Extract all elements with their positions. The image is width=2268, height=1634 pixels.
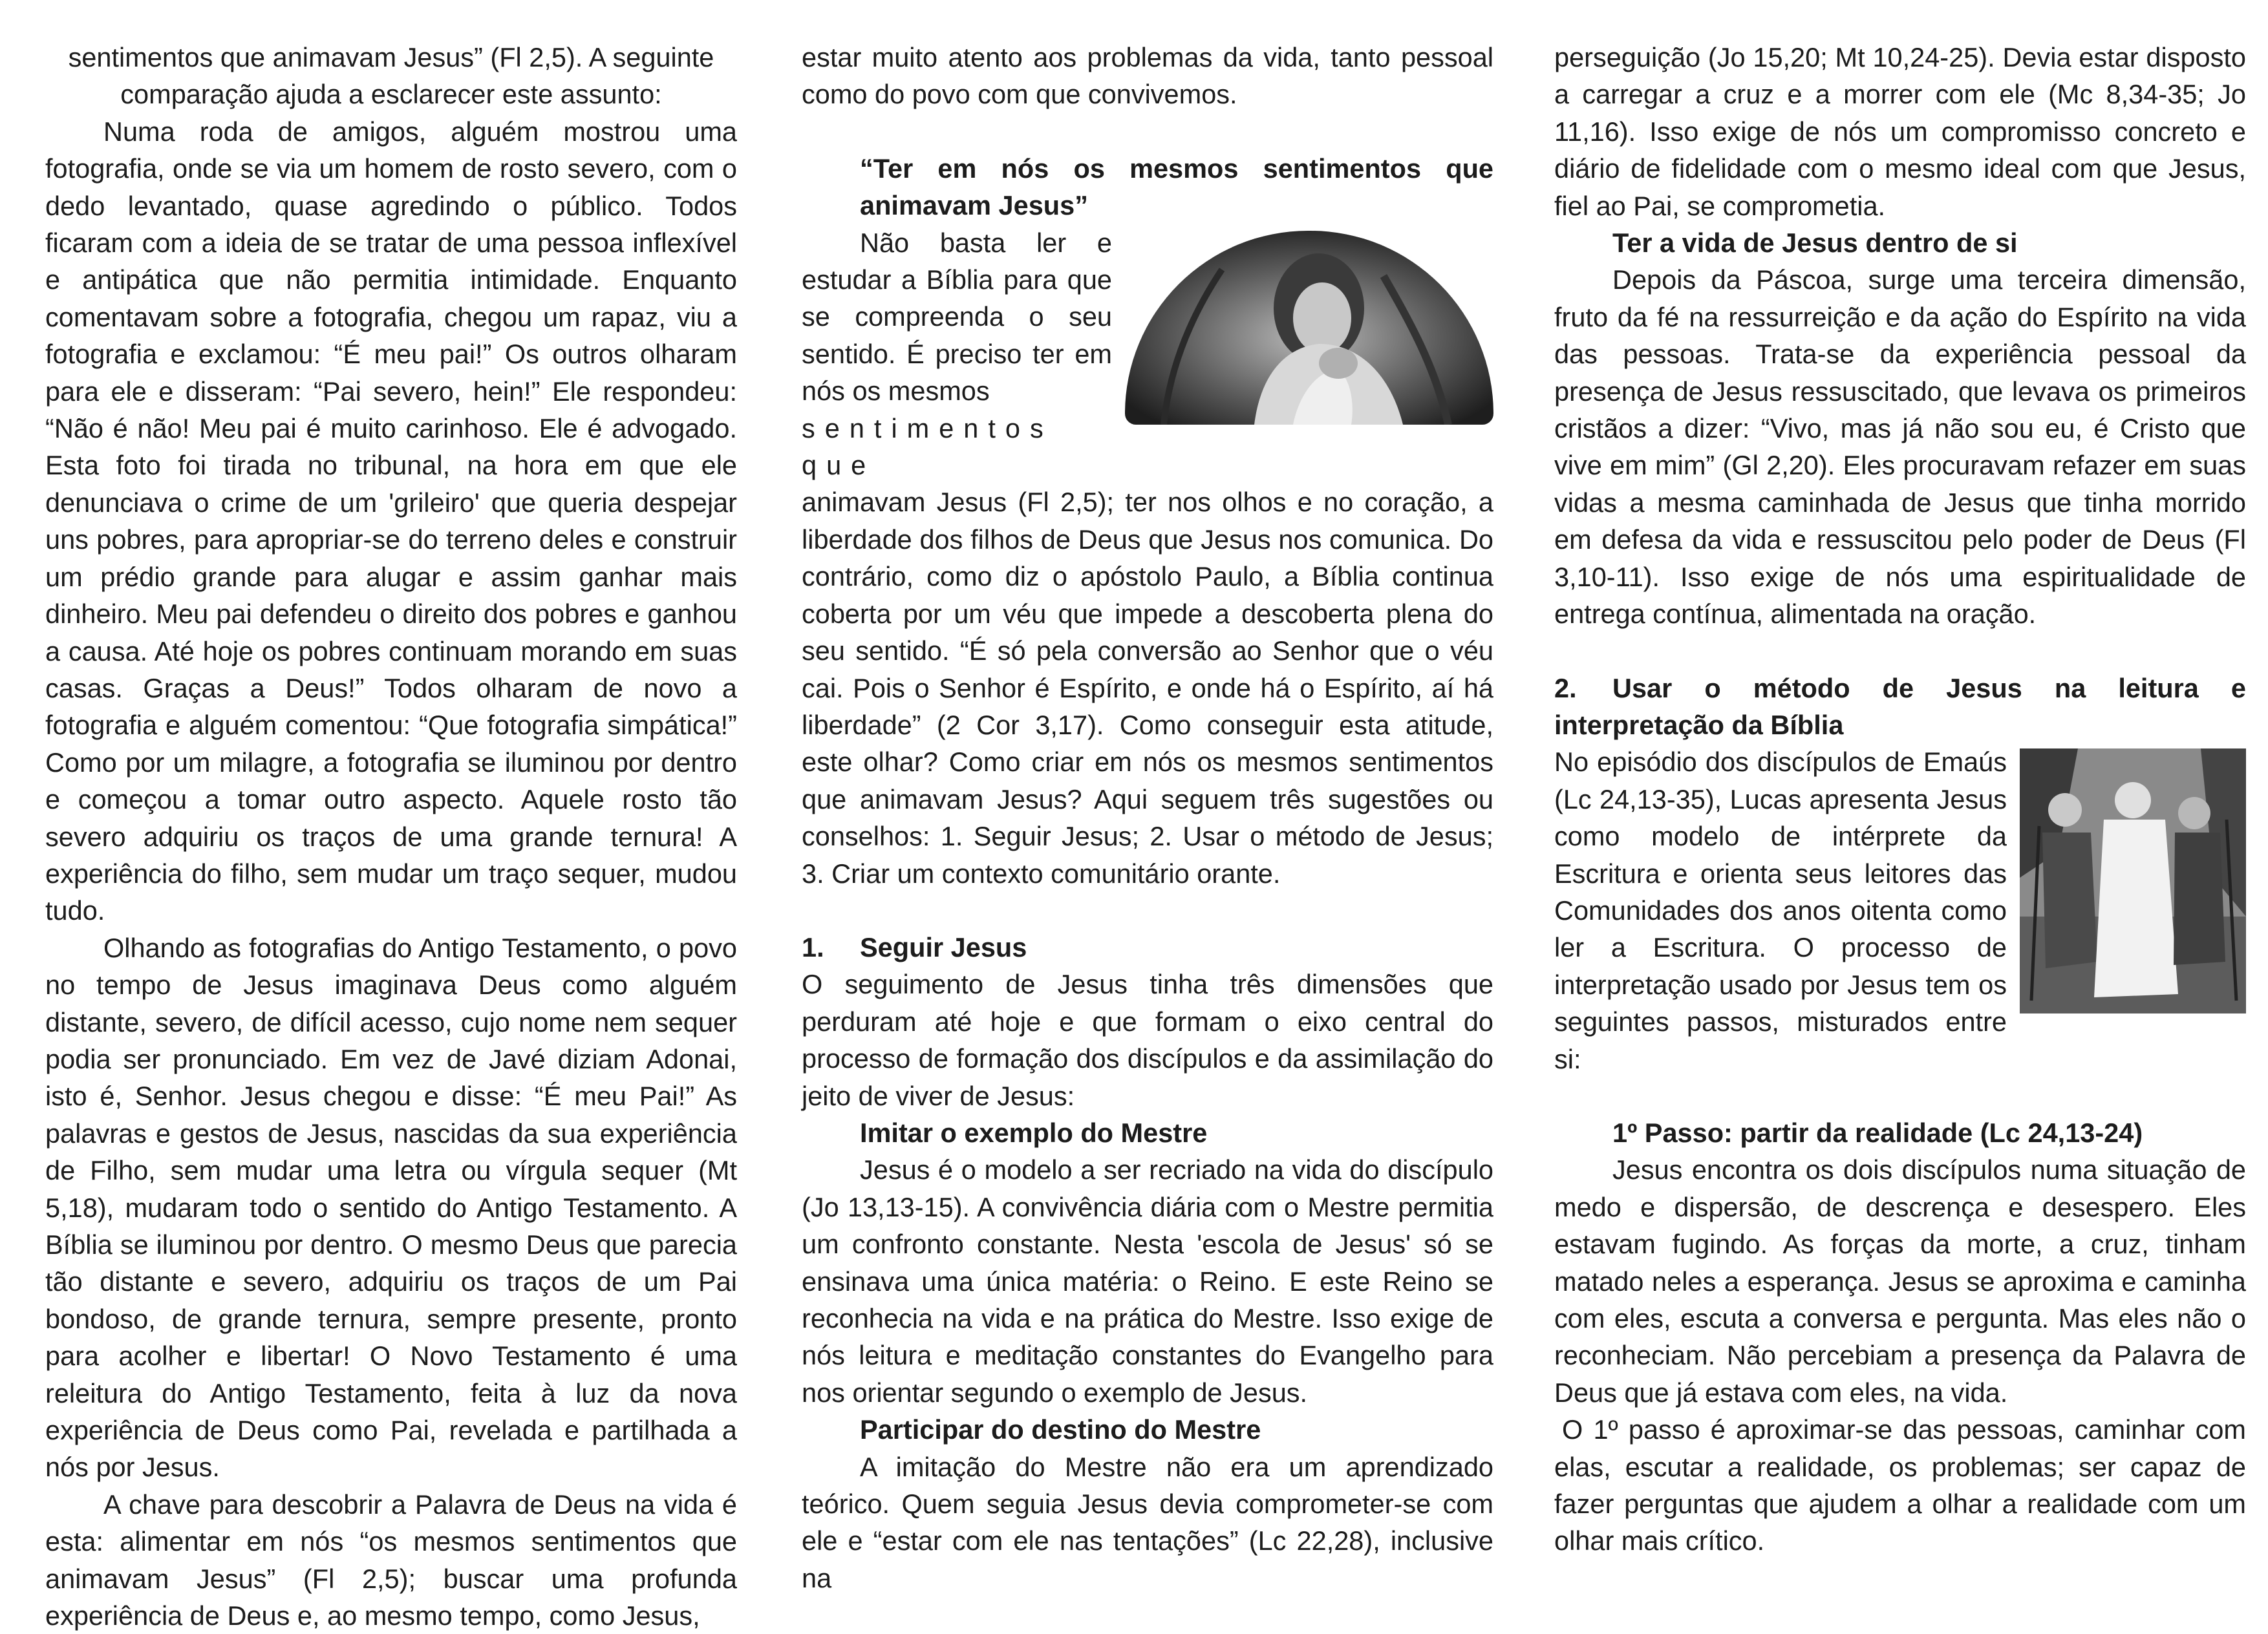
subsection-heading: Imitar o exemplo do Mestre: [860, 1117, 1208, 1148]
column-2: [802, 39, 1493, 1597]
paragraph: A chave para descobrir a Palavra de Deus na vida é esta: alimentar em nós “os mesmos sentimentos que animavam Jesus” (Fl 2,5); buscar uma profunda experiência de Deus e, ao mesmo tempo, como Jesus,: [45, 1489, 737, 1631]
paragraph: Jesus é o modelo a ser recriado na vida do discípulo (Jo 13,13-15). A convivência diária com o Mestre permitia um confronto constante. Nesta 'escola de Jesus' só se ensinava uma única matéria: o Reino. E este Reino se reconhecia na vida e na prática do Mestre. Isso exige de nós leitura e meditação constantes do Evangelho para nos orientar segundo o exemplo de Jesus.: [802, 1154, 1493, 1408]
paragraph: No episódio dos discípulos de Emaús (Lc 24,13-35), Lucas apresenta Jesus como modelo de intérprete da Escritura e orienta seus leitores das Comunidades dos anos oitenta como ler a Escritura. O processo de interpretação usado por Jesus tem os seguintes passos, misturados entre si:: [1554, 747, 2007, 1074]
paragraph: Depois da Páscoa, surge uma terceira dimensão, fruto da fé na ressurreição e da ação do Espírito na vida das pessoas. Trata-se da experiência pessoal da presença de Jesus ressuscitado, que levava os primeiros cristãos a dizer: “Vivo, mas já não sou eu, é Cristo que vive em mim” (Gl 2,20). Eles procuravam refazer em suas vidas a mesma caminhada de Jesus que tinha morrido em defesa da vida e ressuscitou pelo poder de Deus (Fl 3,10-11). Isso exige de nós uma espiritualidade de entrega contínua, alimentada na oração.: [1554, 264, 2246, 630]
paragraph: O 1º passo é aproximar-se das pessoas, caminhar com elas, escutar a realidade, os problemas; ser capaz de fazer perguntas que ajudem a olhar a realidade com um olhar mais crítico.: [1554, 1414, 2246, 1556]
paragraph: O seguimento de Jesus tinha três dimensões que perduram até hoje e que formam o eixo central do processo de formação dos discípulos e da assimilação do jeito de viver de Jesus:: [802, 969, 1493, 1111]
paragraph: sentimentos que: [802, 412, 1053, 481]
paragraph: estar muito atento aos problemas da vida, tanto pessoal como do povo com que convivemos.: [802, 42, 1493, 110]
paragraph: animavam Jesus (Fl 2,5); ter nos olhos e no coração, a liberdade dos filhos de Deus que Jesus nos comunica. Do contrário, como diz o apóstolo Paulo, a Bíblia continua coberta por um véu que impede a descoberta plena do seu sentido. “É só pela conversão ao Senhor que o véu cai. Pois o Senhor é Espírito, e onde há o Espírito, aí há liberdade” (2 Cor 3,17). Como conseguir esta atitude, este olhar? Como criar em nós os mesmos sentimentos que animavam Jesus? Aqui seguem três sugestões ou conselhos: 1. Seguir Jesus; 2. Usar o método de Jesus; 3. Criar um contexto comunitário orante.: [802, 487, 1493, 889]
section-heading: 1. Seguir Jesus: [802, 931, 1027, 962]
paragraph: comparação ajuda a esclarecer este assunto:: [120, 79, 662, 110]
road-to-emmaus-image: [2020, 748, 2246, 1013]
paragraph: Olhando as fotografias do Antigo Testamento, o povo no tempo de Jesus imaginava Deus como alguém distante, severo, de difícil acesso, cujo nome nem sequer podia ser pronunciado. Em vez de Javé diziam Adonai, isto é, Senhor. Jesus chegou e disse: “É meu Pai!” As palavras e gestos de Jesus, nascidas da sua experiência de Filho, sem mudar uma letra ou vírgula sequer (Mt 5,18), mudaram todo o sentido do Antigo Testamento. A Bíblia se iluminou por dentro. O mesmo Deus que parecia tão distante e severo, adquiriu os traços de um Pai bondoso, de grande ternura, sempre presente, pronto para acolher e libertar! O Novo Testamento é uma releitura do Antigo Testamento, feita à luz da nova experiência de Deus como Pai, revelada e partilhada a nós por Jesus.: [45, 932, 737, 1483]
paragraph: Não basta ler e estudar a Bíblia para que se compreenda o seu sentido. É preciso ter em nós os mesmos: [802, 227, 1112, 407]
paragraph: sentimentos que animavam Jesus” (Fl 2,5). A seguinte: [68, 42, 714, 72]
column-1: [45, 39, 737, 1634]
paragraph: Numa roda de amigos, alguém mostrou uma fotografia, onde se via um homem de rosto severo, com o dedo levantado, quase agredindo o público. Todos ficaram com a ideia de se tratar de uma pessoa inflexível e antipática que não permitia intimidade. Enquanto comentavam sobre a fotografia, chegou um rapaz, viu a fotografia e exclamou: “É meu pai!” Os outros olharam para ele e disseram: “Pai severo, hein!” Ele respondeu: “Não é não! Meu pai é muito carinhoso. Ele é advogado. Esta foto foi tirada no tribunal, na hora em que ele denunciava o crime de um 'grileiro' que queria despejar uns pobres, para apropriar-se do terreno deles e construir um prédio grande para alugar e assim ganhar mais dinheiro. Meu pai defendeu o direito dos pobres e ganhou a causa. Até hoje os pobres continuam morando em suas casas. Graças a Deus!” Todos olharam de novo a fotografia e alguém comentou: “Que fotografia simpática!” Como por um milagre, a fotografia se iluminou por dentro e começou a tomar outro aspecto. Aquele rosto tão severo adquiriu os traços de uma grande ternura! A experiência do filho, sem mudar um traço sequer, mudou tudo.: [45, 116, 737, 926]
column-3: [1554, 39, 2246, 1560]
subsection-heading: Ter a vida de Jesus dentro de si: [1612, 228, 2018, 259]
paragraph: Jesus encontra os dois discípulos numa situação de medo e dispersão, de descrença e desespero. Eles estavam fugindo. As forças da morte, a cruz, tinham matado neles a esperança. Jesus se aproxima e caminha com eles, escuta a conversa e pergunta. Mas eles não o reconheciam. Não percebiam a presença da Palavra de Deus que já estava com eles, na vida.: [1554, 1154, 2246, 1408]
section-heading: 2. Usar o método de Jesus na leitura e interpretação da Bíblia: [1554, 672, 2246, 740]
subsection-heading: Participar do destino do Mestre: [860, 1414, 1261, 1445]
section-heading: “Ter em nós os mesmos sentimentos que animavam Jesus”: [860, 153, 1493, 221]
subsection-heading: 1º Passo: partir da realidade (Lc 24,13-24): [1612, 1117, 2143, 1148]
paragraph: perseguição (Jo 15,20; Mt 10,24-25). Devia estar disposto a carregar a cruz e a morrer com ele (Mc 8,34-35; Jo 11,16). Isso exige de nós um compromisso concreto e diário de fidelidade com o mesmo ideal com que Jesus, fiel ao Pai, se comprometia.: [1554, 42, 2246, 221]
paragraph: A imitação do Mestre não era um aprendizado teórico. Quem seguia Jesus devia comprometer-se com ele e “estar com ele nas tentações” (Lc 22,28), inclusive na: [802, 1451, 1493, 1593]
